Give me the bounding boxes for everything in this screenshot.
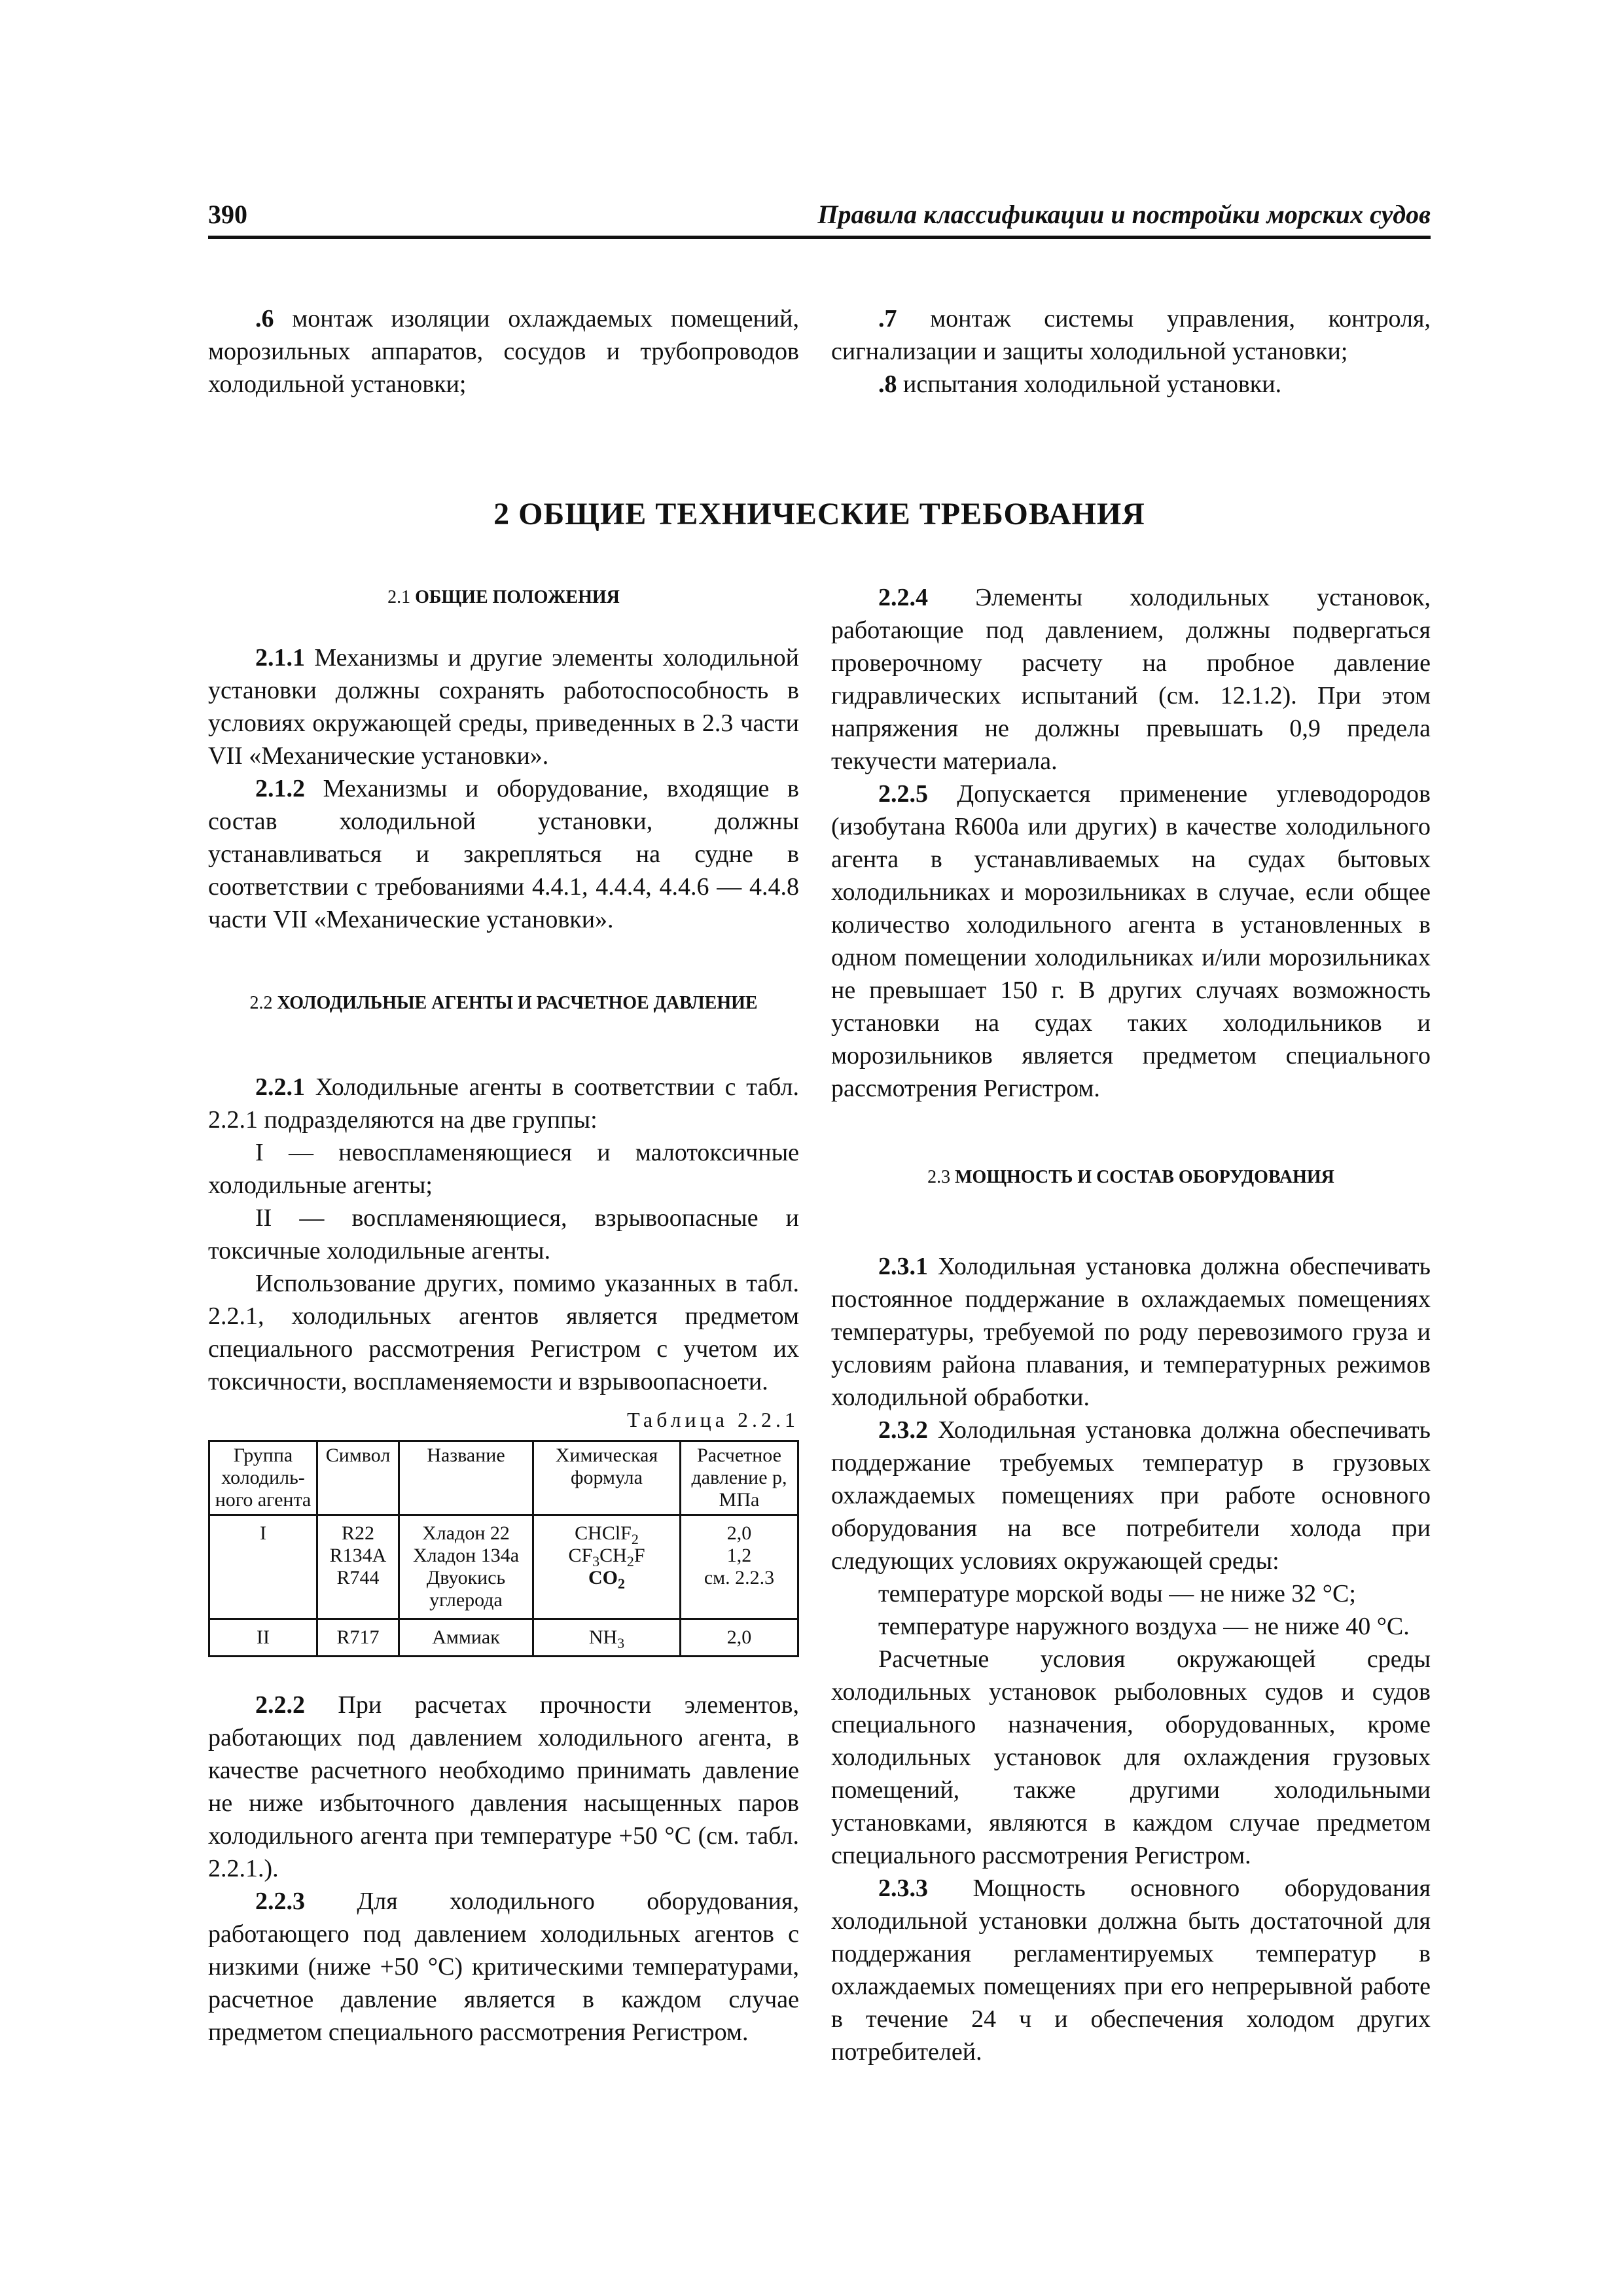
col-header-symbol: Символ — [317, 1441, 399, 1515]
paragraph-2-2-1: 2.2.1 Холодильные агенты в соответствии с табл. 2.2.1 подразделяются на две группы: — [208, 1073, 799, 1134]
section-heading-2-2: 2.2 ХОЛОДИЛЬНЫЕ АГЕНТЫ И РАСЧЕТНОЕ ДАВЛЕНИЕ — [249, 993, 758, 1013]
table-row — [209, 1515, 798, 1619]
paragraph-2-3-3: 2.3.3 Мощность основного оборудования холодильной установки должна быть достаточной для поддержания регламентируемых температур в охлаждаемых помещениях при его непрерывной работе в течение 24 ч и обеспечения холодом других потребителей. — [831, 1874, 1431, 2066]
paragraph-2-2-3: 2.2.3 Для холодильного оборудования, работающего под давлением холодильных агентов с низкими (ниже +50 °С) критическими температурами, расчетное давление является в каждом случае предметом специального рассмотрения Регистром. — [208, 1888, 799, 2046]
list-item-6: .6 монтаж изоляции охлаждаемых помещений, морозильных аппаратов, сосудов и трубопроводов холодильной установки; — [208, 305, 799, 398]
col-header-pressure: Расчетное давление p, МПа — [681, 1441, 798, 1515]
cell-symbols: R717 — [317, 1619, 399, 1657]
cell-names: Аммиак — [399, 1619, 533, 1657]
formula-nh3: $NH_3$ — [588, 1626, 625, 1651]
formula-cf3ch2f: $CF_3CH_2F$ — [568, 1545, 645, 1570]
paragraph-2-2-5: 2.2.5 Допускается применение углеводородов (изобутана R600a или других) в качестве холодильного агента в устанавливаемых на судах бытовых холодильниках и морозильниках в случае, если общее количество холодильного агента в установленных в одном помещении холодильниках и/или морозильниках не превышает 150 г. В других случаях возможность установки на судах таких холодильников и морозильников является предметом специального рассмотрения Регистром. — [831, 780, 1431, 1102]
condition-sea-water: температуре морской воды — не ниже 32 °С; — [878, 1580, 1356, 1607]
table-header-row — [209, 1441, 798, 1515]
paragraph-2-3-2: 2.3.2 Холодильная установка должна обеспечивать поддержание требуемых температур в грузовых охлаждаемых помещениях при работе основного оборудования на все потребители холода при следующих условиях окружающей среды: — [831, 1416, 1431, 1575]
list-item-7: .7 монтаж системы управления, контроля, сигнализации и защиты холодильной установки; — [831, 305, 1431, 365]
page-number: 390 — [208, 200, 247, 229]
cell-group: II — [209, 1619, 317, 1657]
cell-pressures: 2,0 1,2 см. 2.2.3 — [681, 1515, 798, 1619]
section-heading-2-3: 2.3 МОЩНОСТЬ И СОСТАВ ОБОРУДОВАНИЯ — [927, 1167, 1334, 1187]
col-header-formula: Химическая формула — [533, 1441, 681, 1515]
col-header-name: Название — [399, 1441, 533, 1515]
list-item-8: .8 испытания холодильной установки. — [878, 370, 1282, 398]
cell-formulas — [533, 1515, 681, 1619]
cell-group: I — [209, 1515, 317, 1619]
formula-co2: $CO_2$ — [588, 1567, 625, 1592]
condition-outside-air: температуре наружного воздуха — не ниже 40 °С. — [878, 1613, 1410, 1640]
usage-paragraph: Использование других, помимо указанных в табл. 2.2.1, холодильных агентов является предметом специального рассмотрения Регистром с учетом их токсичности, воспламеняемости и взрывоопасноети. — [208, 1270, 799, 1395]
paragraph-2-2-2: 2.2.2 При расчетах прочности элементов, работающих под давлением холодильного агента, в качестве расчетного необходимо принимать давление не ниже избыточного давления насыщенных паров холодильного агента при температуре +50 °С (см. табл. 2.2.1.). — [208, 1691, 799, 1882]
col-header-group: Группа холодиль-ного агента — [209, 1441, 317, 1515]
running-header — [208, 196, 1431, 239]
cell-pressures: 2,0 — [681, 1619, 798, 1657]
section-heading-2-1: 2.1 ОБЩИЕ ПОЛОЖЕНИЯ — [387, 587, 620, 607]
intro-left-column — [208, 302, 799, 401]
group-i-definition: I — невоспламеняющиеся и малотоксичные холодильные агенты; — [208, 1139, 799, 1199]
paragraph-2-1-1: 2.1.1 Механизмы и другие элементы холодильной установки должны сохранять работоспособность в условиях окружающей среды, приведенных в 2.3 части VII «Механические установки». — [208, 644, 799, 770]
group-ii-definition: II — воспламеняющиеся, взрывоопасные и токсичные холодильные агенты. — [208, 1204, 799, 1265]
right-column — [831, 581, 1431, 2068]
paragraph-2-3-1: 2.3.1 Холодильная установка должна обеспечивать постоянное поддержание в охлаждаемых помещениях температуры, требуемой по роду перевозимого груза и условиям района плавания, и температурных режимов холодильной обработки. — [831, 1253, 1431, 1411]
paragraph-2-2-4: 2.2.4 Элементы холодильных установок, работающие под давлением, должны подвергаться проверочному расчету на пробное давление гидравлических испытаний (см. 12.1.2). При этом напряжения не должны превышать 0,9 предела текучести материала. — [831, 584, 1431, 775]
left-column — [208, 581, 799, 2049]
paragraph-2-1-2: 2.1.2 Механизмы и оборудование, входящие в состав холодильной установки, должны устанавливаться и закрепляться на судне в соответствии с требованиями 4.4.1, 4.4.4, 4.4.6 — 4.4.8 части VII «Механические установки». — [208, 775, 799, 933]
cell-formulas — [533, 1619, 681, 1657]
chapter-title: 2 ОБЩИЕ ТЕХНИЧЕСКИЕ ТРЕБОВАНИЯ — [493, 497, 1145, 531]
formula-chclf2: CHClF$_2$ — [575, 1522, 639, 1547]
refrigerant-table — [208, 1440, 799, 1657]
intro-right-column — [831, 302, 1431, 401]
table-caption: Таблица 2.2.1 — [627, 1408, 799, 1431]
cell-names: Хладон 22 Хладон 134a Двуокись углерода — [399, 1515, 533, 1619]
cell-symbols: R22 R134A R744 — [317, 1515, 399, 1619]
running-title: Правила классификации и постройки морских судов — [817, 200, 1431, 229]
calc-conditions-paragraph: Расчетные условия окружающей среды холодильных установок рыболовных судов и судов специального назначения, оборудованных, кроме холодильных установок для охлаждения грузовых помещений, также другими холодильными установками, являются в каждом случае предметом специального рассмотрения Регистром. — [831, 1645, 1431, 1869]
table-row — [209, 1619, 798, 1657]
